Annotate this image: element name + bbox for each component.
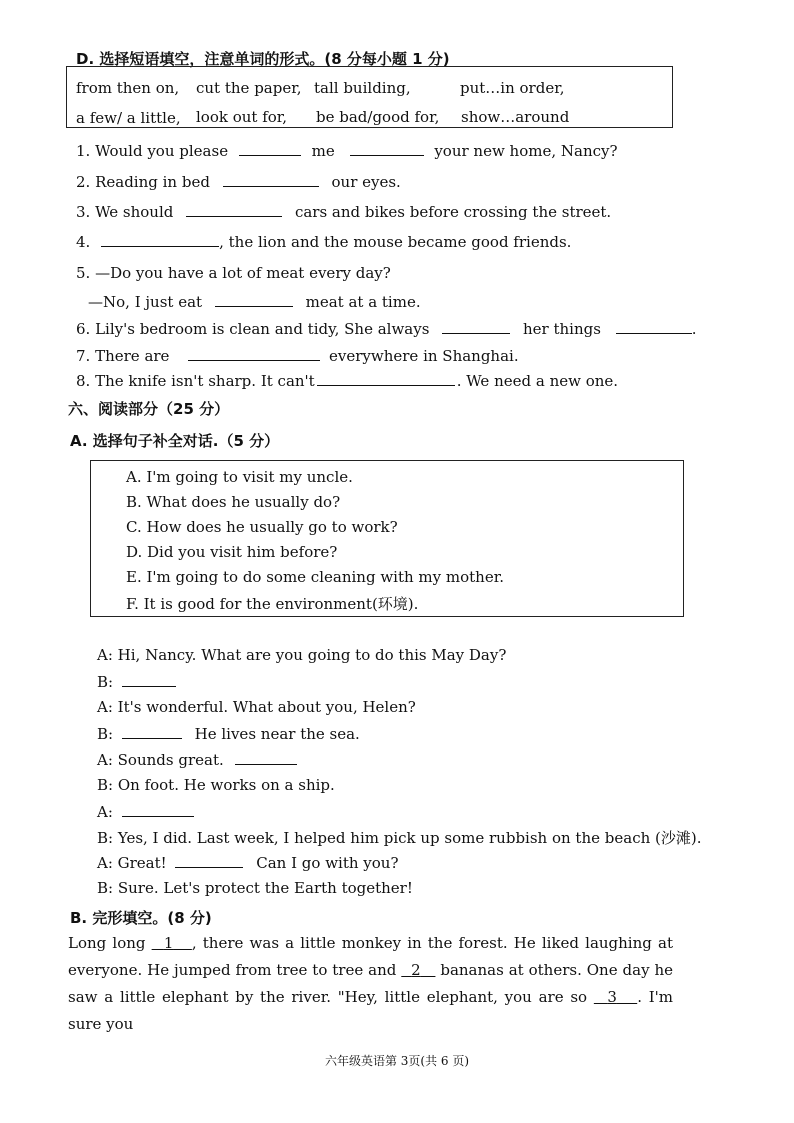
question-6: 6. Lily's bedroom is clean and tidy, She always her things . bbox=[76, 320, 697, 338]
answer-blank[interactable] bbox=[235, 750, 297, 765]
question-5-reply: —No, I just eat meat at a time. bbox=[88, 293, 421, 311]
cloze-blank-2[interactable]: 2 bbox=[411, 961, 421, 979]
cloze-blank-3[interactable]: 3 bbox=[607, 988, 617, 1006]
phrase: show…around bbox=[461, 108, 570, 126]
option-f: F. It is good for the environment(环境). bbox=[126, 595, 419, 613]
dialogue-line: A: Great! Can I go with you? bbox=[97, 854, 399, 872]
phrase: tall building, bbox=[314, 79, 411, 97]
section-b-title: B. 完形填空。(8 分) bbox=[70, 909, 212, 927]
dialogue-line: B: On foot. He works on a ship. bbox=[97, 776, 335, 794]
question-2: 2. Reading in bed our eyes. bbox=[76, 173, 401, 191]
option-e: E. I'm going to do some cleaning with my mother. bbox=[126, 568, 504, 586]
phrase: be bad/good for, bbox=[316, 108, 440, 126]
answer-blank[interactable] bbox=[239, 141, 301, 156]
answer-blank[interactable] bbox=[101, 232, 219, 247]
answer-blank[interactable] bbox=[215, 292, 293, 307]
answer-blank[interactable] bbox=[122, 672, 176, 687]
dialogue-line: A: Sounds great. bbox=[97, 750, 297, 769]
question-4: 4. , the lion and the mouse became good friends. bbox=[76, 233, 572, 251]
page-footer: 六年级英语第 3页(共 6 页) bbox=[324, 1054, 470, 1068]
section-a-title: A. 选择句子补全对话.（5 分） bbox=[70, 432, 280, 450]
question-1: 1. Would you please me your new home, Nancy? bbox=[76, 142, 618, 160]
phrase: look out for, bbox=[196, 108, 288, 126]
dialogue-line: B: He lives near the sea. bbox=[97, 725, 360, 743]
answer-blank[interactable] bbox=[616, 319, 692, 334]
dialogue-line: B: bbox=[97, 672, 176, 691]
question-3: 3. We should cars and bikes before crossing the street. bbox=[76, 203, 612, 221]
cloze-passage: Long long 1 , there was a little monkey in the forest. He liked laughing at everyone. He jumped from tree to tree and 2 bananas at others. One day he saw a little elephant by the river. "Hey, little elephant, you are so 3 . I'm sure you bbox=[68, 934, 674, 1033]
dialogue-line: B: Yes, I did. Last week, I helped him pick up some rubbish on the beach (沙滩). bbox=[97, 829, 702, 847]
cloze-blank-1[interactable]: 1 bbox=[163, 934, 174, 952]
phrase: a few/ a little, bbox=[76, 109, 181, 127]
dialogue-line: B: Sure. Let's protect the Earth together! bbox=[97, 879, 413, 897]
dialogue-line: A: It's wonderful. What about you, Helen? bbox=[97, 698, 416, 716]
section-d-title: D. 选择短语填空，注意单词的形式。(8 分每小题 1 分) bbox=[76, 50, 450, 68]
phrase: put…in order, bbox=[460, 79, 565, 97]
answer-blank[interactable] bbox=[186, 202, 282, 217]
question-5: 5. —Do you have a lot of meat every day? bbox=[76, 264, 391, 282]
option-a: A. I'm going to visit my uncle. bbox=[126, 468, 353, 486]
question-7: 7. There are everywhere in Shanghai. bbox=[76, 347, 519, 365]
answer-blank[interactable] bbox=[350, 141, 424, 156]
option-c: C. How does he usually go to work? bbox=[126, 518, 398, 536]
answer-blank[interactable] bbox=[317, 371, 455, 386]
option-b: B. What does he usually do? bbox=[126, 493, 341, 511]
phrase: cut the paper, bbox=[196, 79, 302, 97]
answer-blank[interactable] bbox=[442, 319, 510, 334]
option-d: D. Did you visit him before? bbox=[126, 543, 338, 561]
answer-blank[interactable] bbox=[188, 346, 320, 361]
answer-blank[interactable] bbox=[223, 172, 319, 187]
question-8: 8. The knife isn't sharp. It can't . We need a new one. bbox=[76, 372, 619, 390]
phrase: from then on, bbox=[76, 79, 180, 97]
answer-blank[interactable] bbox=[175, 853, 243, 868]
dialogue-line: A: Hi, Nancy. What are you going to do this May Day? bbox=[97, 646, 507, 664]
answer-blank[interactable] bbox=[122, 802, 194, 817]
section-6-title: 六、阅读部分（25 分） bbox=[68, 400, 230, 418]
dialogue-line: A: bbox=[97, 802, 194, 821]
answer-blank[interactable] bbox=[122, 724, 182, 739]
